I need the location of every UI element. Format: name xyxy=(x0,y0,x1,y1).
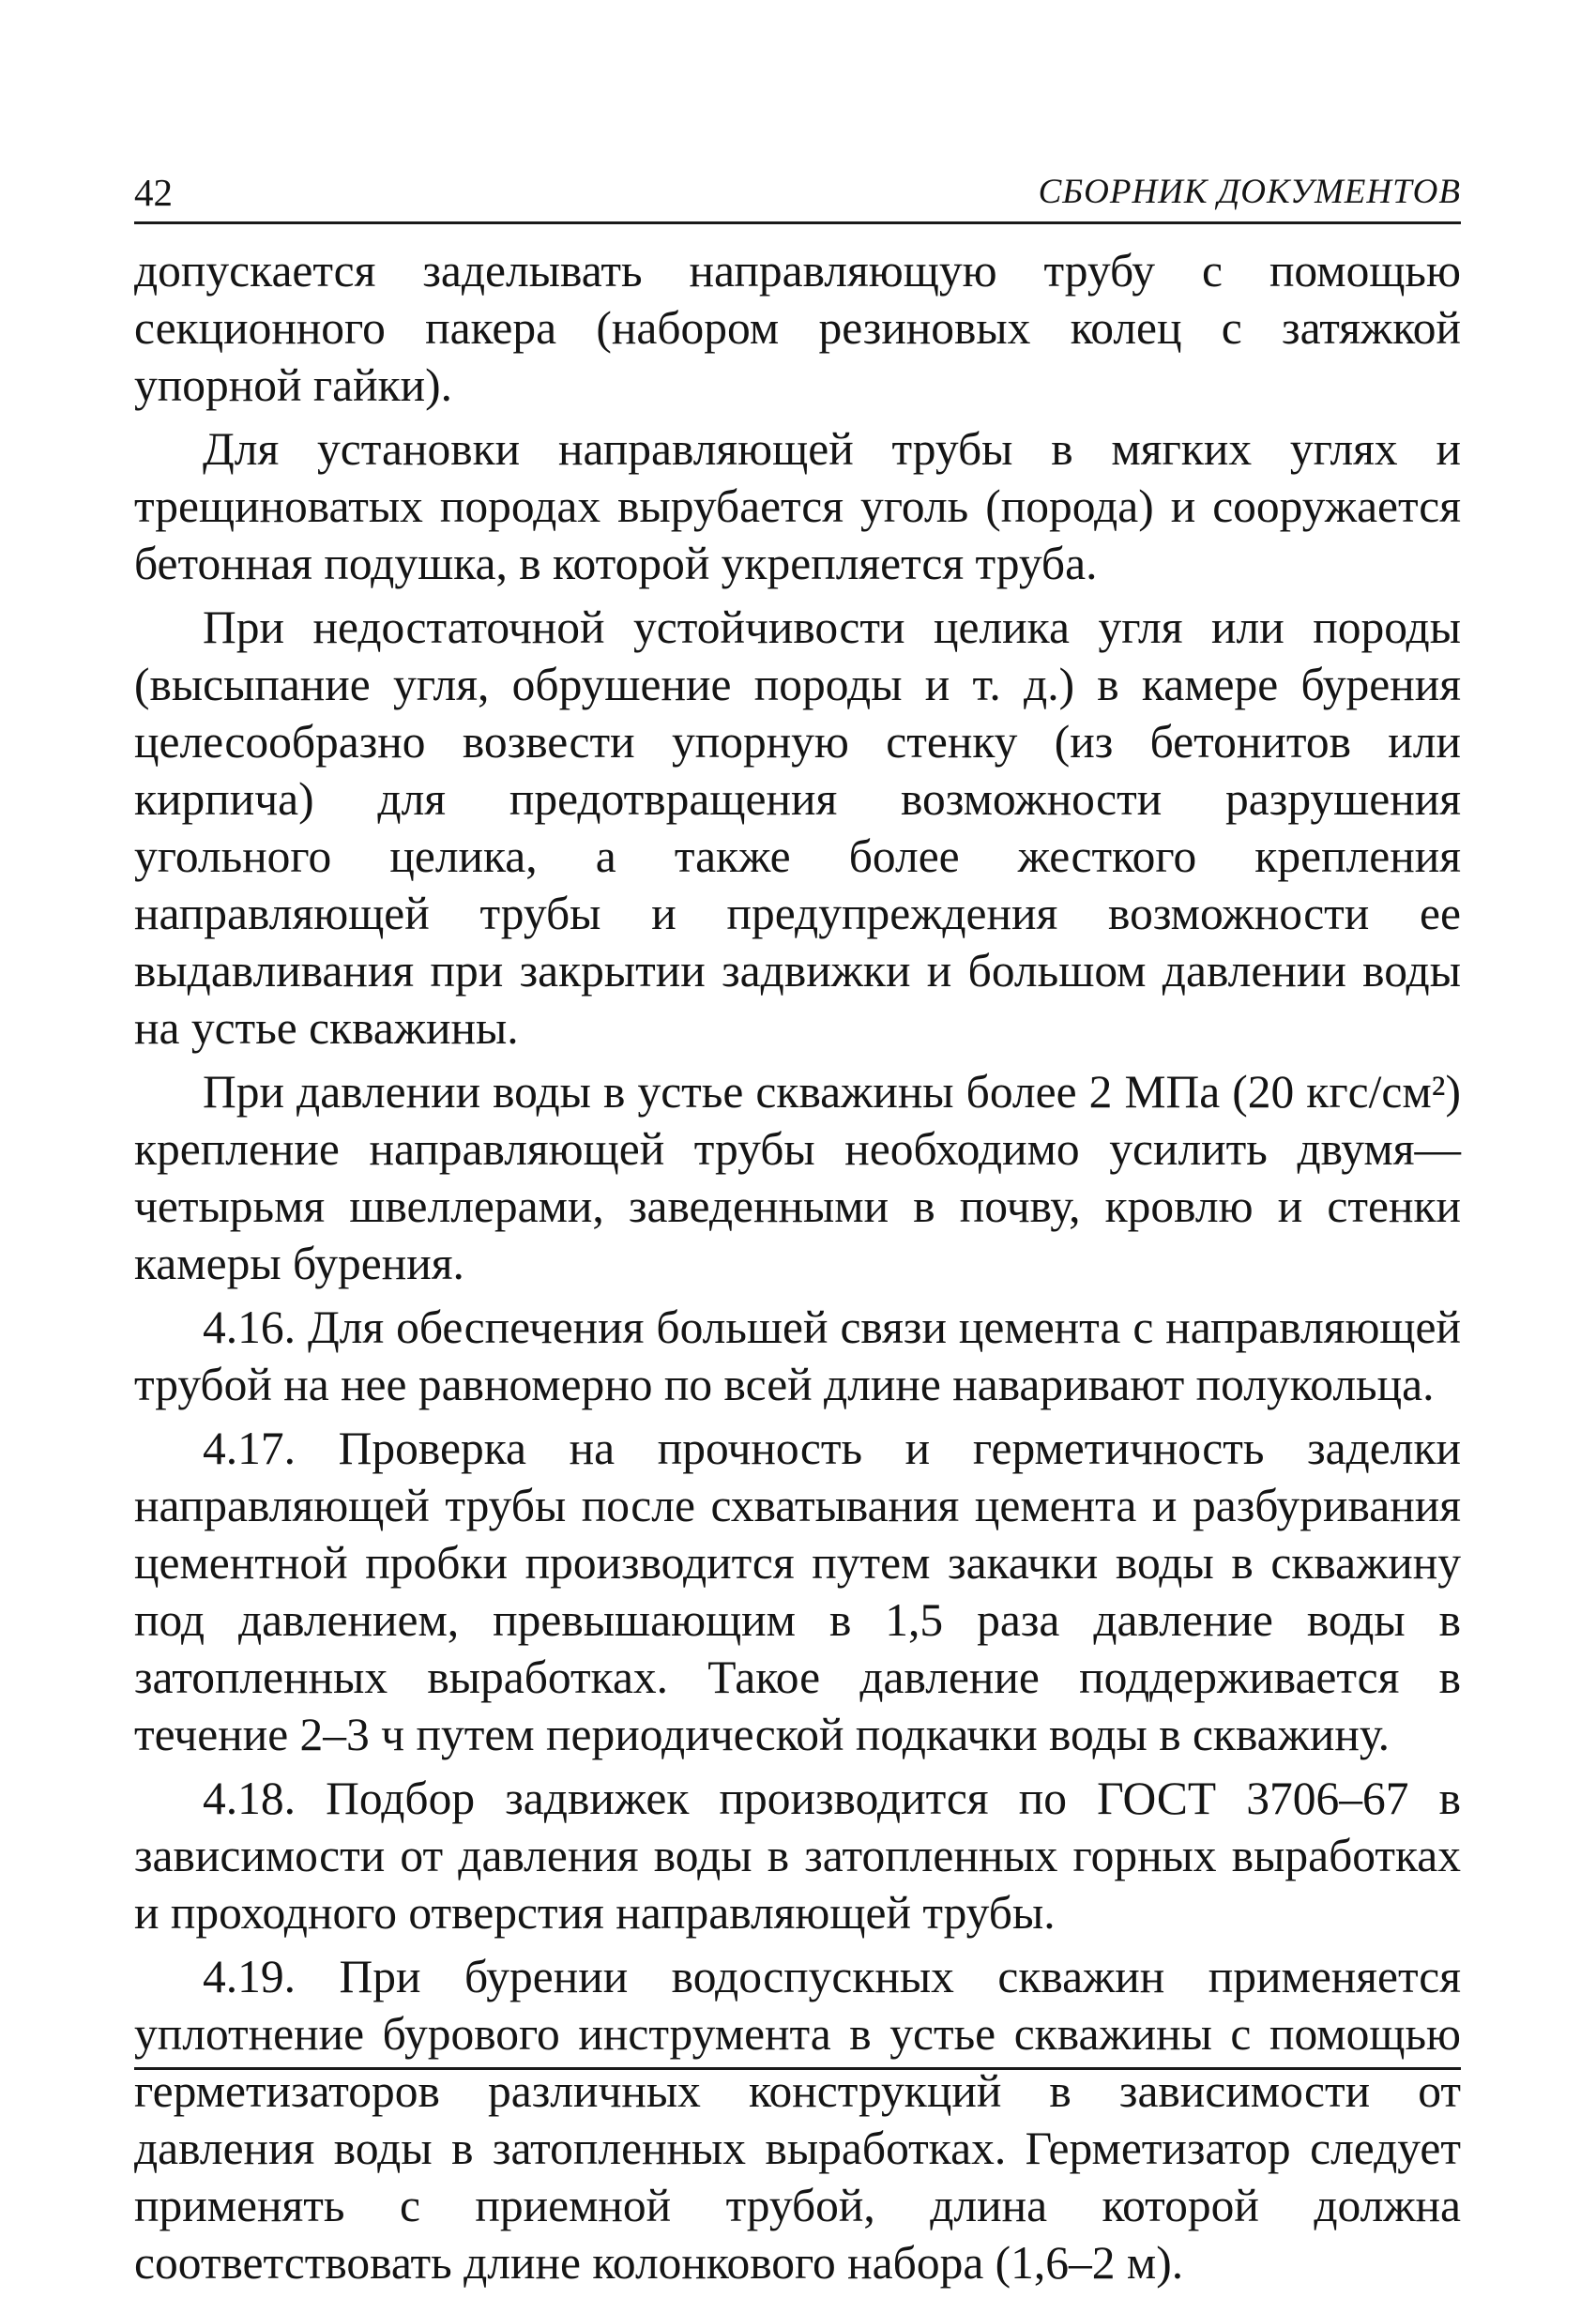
page-number: 42 xyxy=(134,171,173,214)
paragraph-item-4-16: 4.16. Для обеспечения большей связи цемента с направляющей трубой на нее равномерно по всей длине наваривают полукольца. xyxy=(134,1301,1461,1410)
paragraph-item-4-19: 4.19. При бурении водоспускных скважин применяется уплотнение бурового инструмента в устье скважины с помощью герметизаторов различных конструкций в зависимости от давления воды в затопленных выработках. Герметизатор следует применять с приемной трубой, длина которой должна соответствовать длине колонкового набора (1,6–2 м). xyxy=(134,1951,1461,2289)
paragraph-guide-pipe-soft-coal: Для установки направляющей трубы в мягких углях и трещиноватых породах вырубается уголь (порода) и сооружается бетонная подушка, в которой укрепляется труба. xyxy=(134,423,1461,589)
paragraph-item-4-18: 4.18. Подбор задвижек производится по ГОСТ 3706–67 в зависимости от давления воды в затопленных горных выработках и проходного отверстия направляющей трубы. xyxy=(134,1773,1461,1939)
paragraph-continuation: допускается заделывать направляющую трубу с помощью секционного пакера (набором резиновых колец с затяжкой упорной гайки). xyxy=(134,245,1461,411)
text-body xyxy=(134,242,1461,2298)
page-header xyxy=(134,163,1461,224)
paragraph-channel-reinforcement: При давлении воды в устье скважины более 2 МПа (20 кгс/см²) крепление направляющей трубы необходимо усилить двумя—четырьмя швеллерами, заведенными в почву, кровлю и стенки камеры бурения. xyxy=(134,1066,1461,1289)
paragraph-support-wall: При недостаточной устойчивости целика угля или породы (высыпание угля, обрушение породы и т. д.) в камере бурения целесообразно возвести упорную стенку (из бетонитов или кирпича) для предотвращения возможности разрушения угольного целика, а также более жесткого крепления направляющей трубы и предупреждения возможности ее выдавливания при закрытии задвижки и большом давлении воды на устье скважины. xyxy=(134,601,1461,1054)
bottom-rule xyxy=(134,2067,1461,2070)
paragraph-item-4-17: 4.17. Проверка на прочность и герметичность заделки направляющей трубы после схватывания цемента и разбуривания цементной пробки производится путем закачки воды в скважину под давлением, превышающим в 1,5 раза давление воды в затопленных выработках. Такое давление поддерживается в течение 2–3 ч путем периодической подкачки воды в скважину. xyxy=(134,1423,1461,1760)
running-title: СБОРНИК ДОКУМЕНТОВ xyxy=(1038,173,1461,211)
